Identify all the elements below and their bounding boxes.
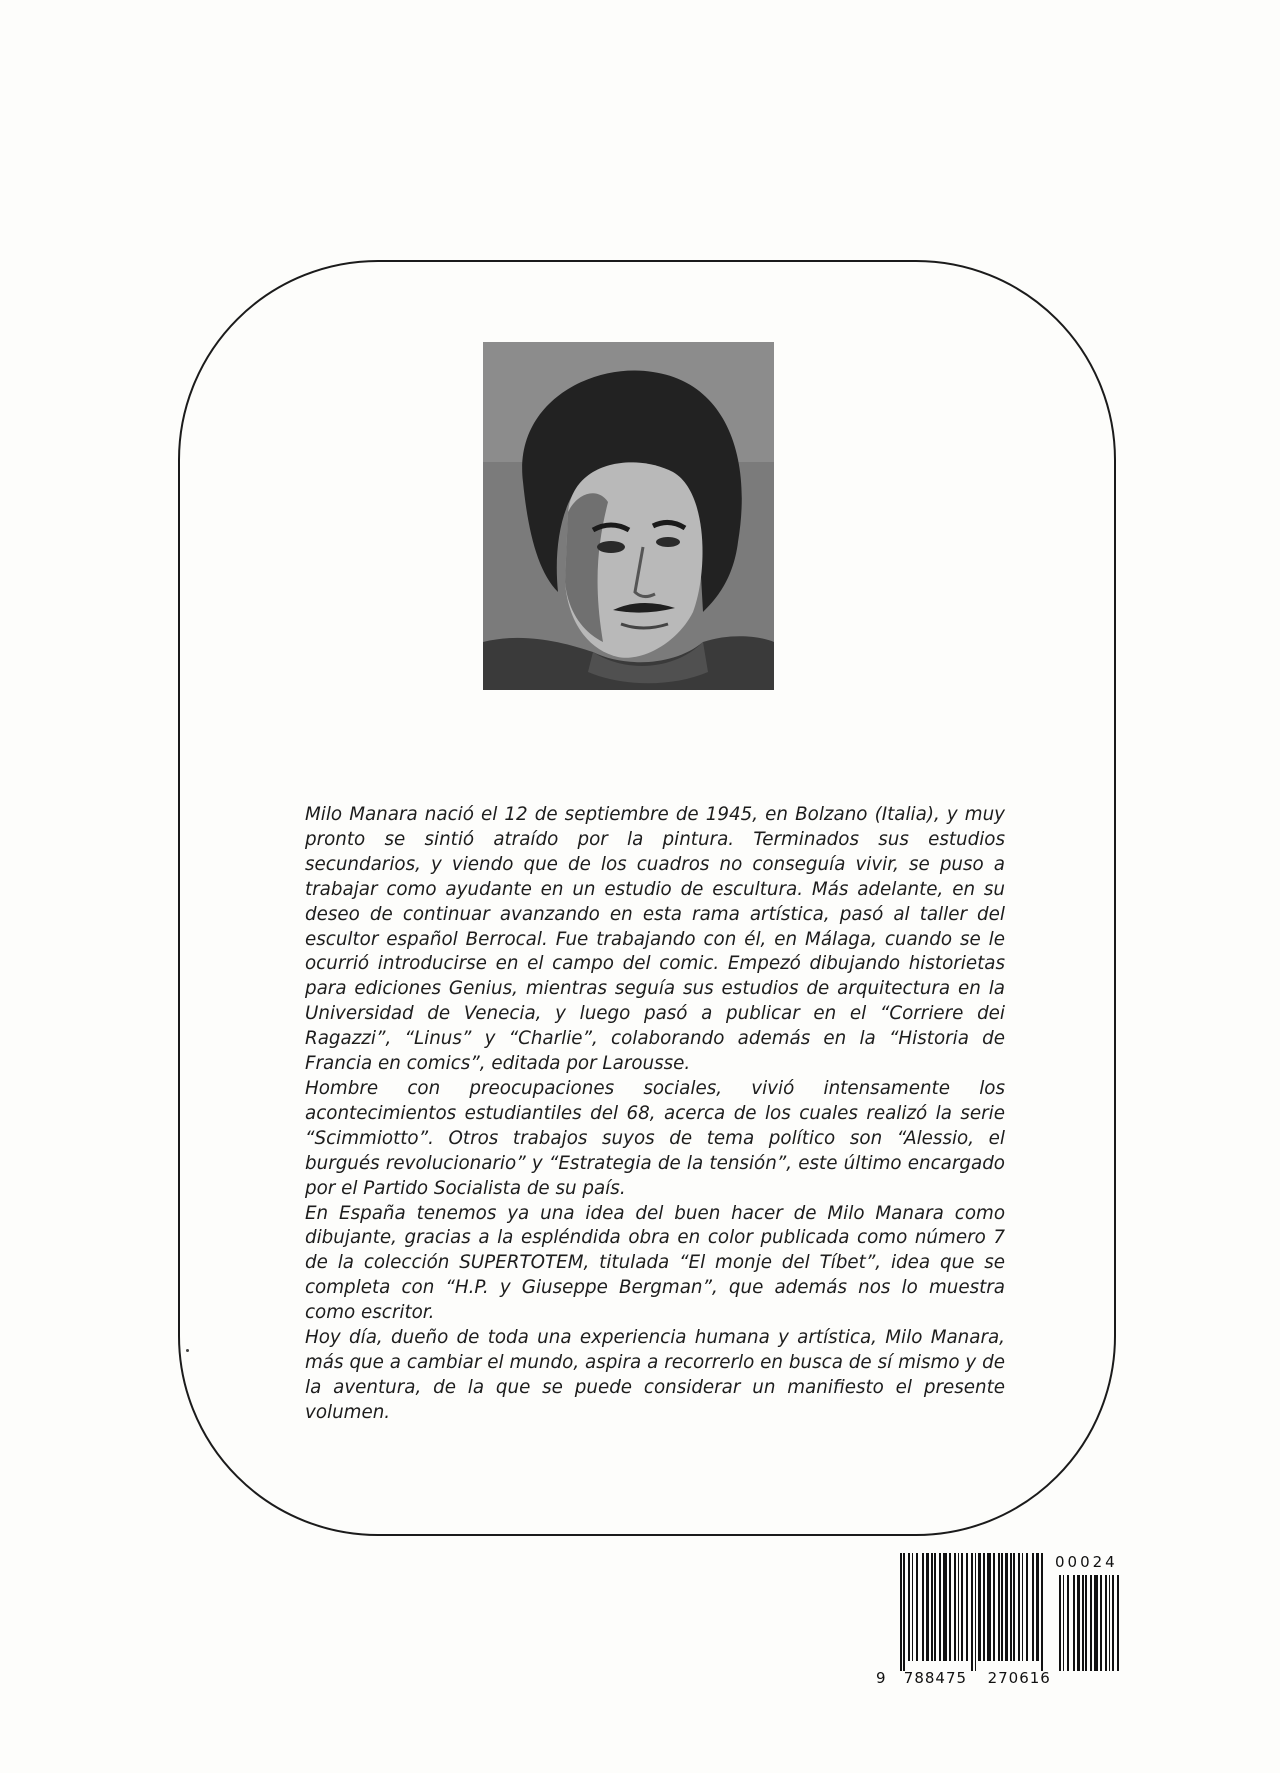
barcode-bar <box>1005 1553 1008 1661</box>
barcode-bar <box>900 1553 902 1671</box>
barcode-bar <box>987 1553 991 1661</box>
barcode-addon-bar <box>1073 1575 1075 1671</box>
bio-paragraph-4: Hoy día, dueño de toda una experiencia humana y artística, Milo Manara, más que a cambiar el mundo, aspira a recorrerlo en busca de sí mismo y de la aventura, de la que se puede considerar un manifiesto el presente volumen. <box>305 1327 1005 1423</box>
barcode-right-group: 270616 <box>987 1669 1051 1687</box>
barcode-addon-bar <box>1105 1575 1107 1671</box>
barcode-addon-bar <box>1109 1575 1110 1671</box>
barcode-bar <box>926 1553 929 1661</box>
barcode-bar <box>1010 1553 1012 1661</box>
bio-paragraph-1: Milo Manara nació el 12 de septiembre de 1945, en Bolzano (Italia), y muy pronto se sintió atraído por la pintura. Terminados sus estudios secundarios, y viendo que de los cuadros no conseguía vivir, se puso a trabajar como ayudante en un estudio de escultura. Más adelante, en su deseo de continuar avanzando en esta rama artística, pasó al taller del escultor español Berrocal. Fue trabajando con él, en Málaga, cuando se le ocurrió introducirse en el campo del comic. Empezó dibujando historietas para ediciones Genius, mientras seguía sus estudios de arquitectura en la Universidad de Venecia, y luego pasó a publicar en el “Corriere dei Ragazzi”, “Linus” y “Charlie”, colaborando además en la “Historia de Francia en comics”, editada por Larousse. <box>305 804 1005 1075</box>
barcode-addon-bar <box>1067 1575 1069 1671</box>
barcode-bar <box>916 1553 918 1661</box>
barcode-bar <box>922 1553 924 1661</box>
barcode-addon-number: 00024 <box>1055 1553 1118 1571</box>
barcode-bar <box>1001 1553 1003 1661</box>
barcode-addon-bar <box>1112 1575 1114 1671</box>
barcode-bar <box>1018 1553 1020 1661</box>
barcode-bar <box>971 1553 973 1671</box>
barcode-bar <box>954 1553 956 1661</box>
barcode-bar <box>983 1553 985 1661</box>
bio-paragraph-3: En España tenemos ya una idea del buen hacer de Milo Manara como dibujante, gracias a la espléndida obra en color publicada como número 7 de la colección SUPERTOTEM, titulada “El monje del Tíbet”, idea que se completa con “H.P. y Giuseppe Bergman”, que además nos lo muestra como escritor. <box>305 1202 1005 1324</box>
barcode-bar <box>949 1553 951 1661</box>
barcode-addon-bar <box>1094 1575 1098 1671</box>
barcode-bar <box>939 1553 941 1661</box>
barcode-addon-bar <box>1117 1575 1119 1671</box>
barcode-bar <box>993 1553 995 1661</box>
speck <box>186 1349 189 1352</box>
barcode-digits <box>876 1669 1122 1687</box>
barcode-bar <box>966 1553 968 1661</box>
barcode-bar <box>908 1553 910 1661</box>
barcode-bar <box>998 1553 1000 1661</box>
biography-text <box>305 803 1005 1426</box>
barcode-bar <box>978 1553 981 1661</box>
barcode-bar <box>943 1553 947 1661</box>
barcode-bar <box>1026 1553 1028 1661</box>
barcode-bar <box>975 1553 976 1671</box>
barcode-bar <box>1032 1553 1034 1661</box>
barcode-bar <box>903 1553 905 1671</box>
barcode-first-digit: 9 <box>876 1669 887 1687</box>
barcode-bar <box>1013 1553 1015 1661</box>
barcode-bar <box>931 1553 933 1661</box>
barcode-addon-bar <box>1077 1575 1080 1671</box>
barcode-bar <box>1036 1553 1039 1661</box>
isbn-barcode <box>876 1553 1122 1690</box>
barcode-bar <box>961 1553 963 1661</box>
barcode-bar <box>934 1553 936 1661</box>
bio-paragraph-2: Hombre con preocupaciones sociales, vivió intensamente los acontecimientos estudiantiles del 68, acerca de los cuales realizó la serie “Scimmiotto”. Otros trabajos suyos de tema político son “Alessio, el burgués revolucionario” y “Estrategia de la tensión”, este último encargado por el Partido Socialista de su país. <box>305 1077 1005 1199</box>
barcode-left-group: 788475 <box>903 1669 968 1687</box>
barcode-addon-bar <box>1082 1575 1084 1671</box>
barcode-addon-bar <box>1085 1575 1087 1671</box>
barcode-bar <box>1022 1553 1023 1661</box>
barcode-bar <box>912 1553 913 1661</box>
barcode-addon-bar <box>1063 1575 1064 1671</box>
barcode-addon-bar <box>1059 1575 1061 1671</box>
barcode-bar <box>958 1553 959 1661</box>
barcode-bar <box>1041 1553 1043 1671</box>
barcode-addon-bar <box>1090 1575 1092 1671</box>
barcode-addon-bar <box>1100 1575 1102 1671</box>
author-portrait <box>483 342 774 690</box>
